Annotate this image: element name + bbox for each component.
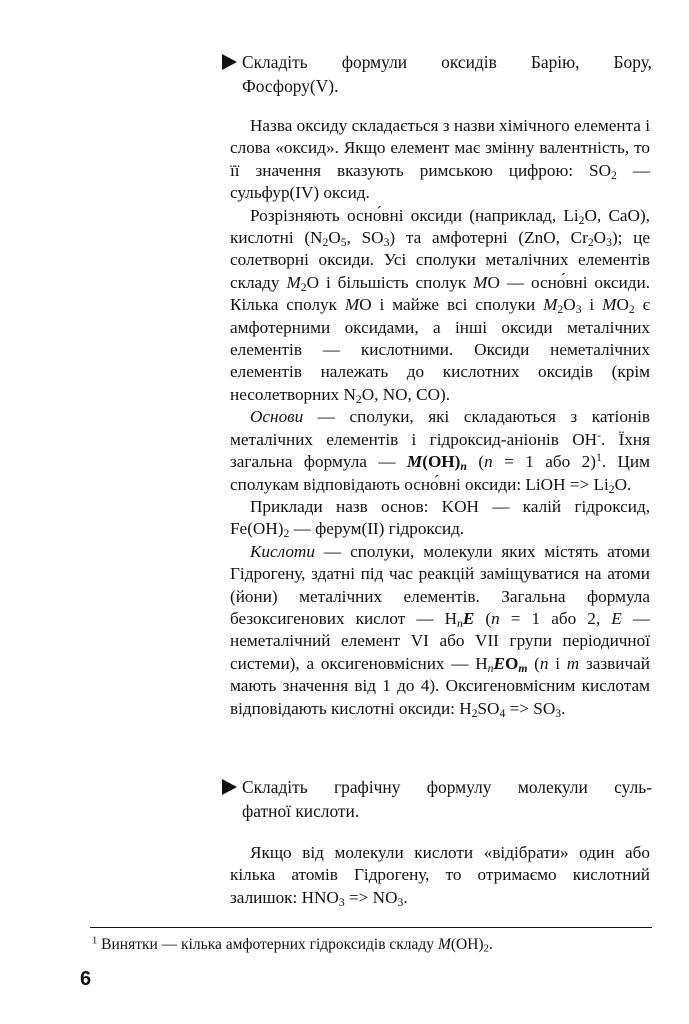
- paragraph-bases: Основи — сполуки, які складаються з катіонів металічних елементів і гідроксид-аніонів OH-. Їхня загальна формула — $M(OH)_n$ (n = 1 або 2)$^1$. Цим сполукам відповідають осно́вні оксиди: LiOH => $Li_2O$.: [230, 407, 651, 496]
- task-2: [222, 775, 652, 823]
- main-text: [230, 115, 650, 720]
- paragraph-oxide-types: Розрізняють осно́вні оксиди (наприклад, $Li_2O$, CaO), кислотні ($N_2O_5$, $SO_3$) та амфотерні (ZnO, $Cr_2O_3$); це солетворні оксиди. Усі сполуки металічних елементів складу $M_2O$ і більшість сполук MO — осно́вні оксиди. Кілька сполук MO і майже всі сполуки $M_2O_3$ і $MO_2$ є амфотерними оксидами, а інші оксиди металічних елементів — кислотними. Оксиди неметалічних елементів належать до кислотних оксидів (крім несолетворних $N_2O$, NO, CO).: [230, 205, 650, 406]
- task-1-line-2: Фосфору(V).: [242, 76, 339, 96]
- footnote: $^1$ Винятки — кілька амфотерних гідроксидів складу $M(OH)_2$.: [92, 935, 493, 955]
- footnote-divider: [90, 927, 652, 928]
- task-arrow-icon: [222, 779, 237, 795]
- task-1-line-1: Складіть формули оксидів Барію, Бору,: [242, 52, 652, 72]
- task-2-line-2: фатної кислоти.: [242, 801, 360, 821]
- paragraph-acids: Кислоти — сполуки, молекули яких містять атоми Гідрогену, здатні під час реакцій заміщуватися на атоми (йони) металічних елементів. Загальна формула безоксигенових кислот — $H_nE$ (n = 1 або 2, E — неметалічний елемент VI або VII групи періодичної системи), а оксигеновмісних — $H_nEO_m$ (n і m зазвичай мають значення від 1 до 4). Оксигеновмісним кислотам відповідають кислотні оксиди: $H_2SO_4 => SO_3$.: [230, 541, 650, 720]
- task-2-line-1: Складіть графічну формулу молекули суль-: [242, 777, 652, 797]
- page-number: 6: [80, 968, 92, 990]
- task-1: [222, 50, 652, 98]
- paragraph-acid-residue: Якщо від молекули кислоти «відібрати» один або кілька атомів Гідрогену, то отримаємо кислотний залишок: $HNO_3 => NO_3$.: [230, 843, 650, 909]
- task-arrow-icon: [222, 54, 237, 70]
- paragraph-oxide-naming: Назва оксиду складається з назви хімічного елемента і слова «оксид». Якщо елемент має змінну валентність, то її значення вказують римською цифрою: $SO_2$ — сульфур(IV) оксид.: [230, 116, 651, 203]
- paragraph-base-examples: Приклади назв основ: KOH — калій гідроксид, $Fe(OH)_2$ — ферум(II) гідроксид.: [230, 496, 650, 541]
- acid-residue-text: [230, 842, 650, 909]
